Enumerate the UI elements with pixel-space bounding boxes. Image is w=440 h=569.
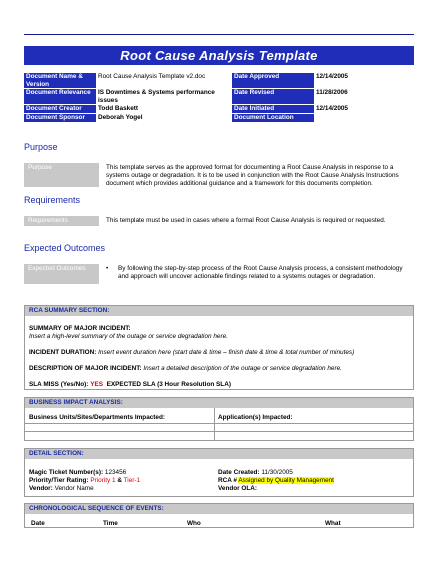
date-created-line bbox=[218, 469, 293, 477]
doc-location-value bbox=[314, 114, 414, 122]
date-initiated-value: 12/14/2005 bbox=[316, 105, 348, 113]
doc-creator-value: Todd Baskett bbox=[98, 105, 139, 113]
expected-outcomes-text: By following the step-by-step process of the Root Cause Analysis process, a consistent methodology and approach will uncover actionable findings related to a systems outages or degradation. bbox=[118, 265, 403, 280]
purpose-text: This template serves as the approved format for documenting a Root Cause Analysis in response to a systems outage or degradation. It is to be used in conjunction with the Root Cause Analysis Instructions document which provides additional guidance and a framework for this documents completion. bbox=[106, 164, 399, 187]
purpose-heading: Purpose bbox=[24, 142, 58, 152]
priority-label: Priority/Tier Rating: bbox=[29, 477, 89, 484]
requirements-section bbox=[24, 216, 414, 234]
vendor-ola-label: Vendor OLA: bbox=[218, 485, 258, 492]
priority-line bbox=[29, 477, 140, 485]
doc-name-label: Document Name & Version bbox=[24, 73, 96, 88]
requirements-text: This template must be used in cases where a formal Root Cause Analysis is required or requested. bbox=[106, 217, 386, 224]
row-divider bbox=[25, 423, 413, 424]
column-divider bbox=[214, 408, 215, 440]
summary-label: SUMMARY OF MAJOR INCIDENT: bbox=[29, 325, 131, 332]
chronology-col-time: Time bbox=[103, 520, 118, 527]
page-title: Root Cause Analysis Template bbox=[24, 46, 414, 65]
applications-label: Application(s) Impacted: bbox=[218, 414, 293, 421]
sla-label: SLA MISS (Yes/No): bbox=[29, 381, 89, 388]
expected-outcomes-section bbox=[24, 264, 414, 290]
ampersand: & bbox=[117, 477, 122, 484]
rca-number-line bbox=[218, 477, 334, 485]
ticket-value: 123456 bbox=[104, 469, 127, 476]
ticket-label: Magic Ticket Number(s): bbox=[29, 469, 104, 476]
sla-value: YES bbox=[90, 381, 103, 388]
description-text: Insert a detailed description of the outage or service degradation here. bbox=[143, 365, 342, 372]
rca-summary-section bbox=[24, 305, 414, 390]
row-divider bbox=[25, 431, 413, 432]
expected-outcomes-heading: Expected Outcomes bbox=[24, 243, 106, 253]
sla-line bbox=[29, 381, 231, 389]
date-approved-label: Date Approved bbox=[232, 73, 314, 88]
ticket-line bbox=[29, 469, 126, 477]
top-rule bbox=[24, 34, 414, 35]
duration-label: INCIDENT DURATION: bbox=[29, 349, 97, 356]
date-created-value: 11/30/2005 bbox=[261, 469, 293, 476]
priority-value: Priority 1 bbox=[90, 477, 116, 484]
date-approved-value: 12/14/2005 bbox=[316, 73, 348, 80]
detail-section bbox=[24, 448, 414, 497]
duration-text: Insert event duration here (start date & time – finish date & time & total number of minutes) bbox=[98, 349, 355, 356]
duration-line bbox=[29, 349, 354, 357]
chronology-col-date: Date bbox=[31, 520, 45, 527]
date-revised-value: 11/28/2006 bbox=[316, 89, 348, 97]
chronology-header: CHRONOLOGICAL SEQUENCE OF EVENTS: bbox=[25, 504, 413, 514]
document-info-table bbox=[24, 72, 414, 123]
date-revised-label: Date Revised bbox=[232, 89, 314, 104]
rca-summary-header: RCA SUMMARY SECTION: bbox=[25, 306, 413, 316]
tier-value: Tier-1 bbox=[123, 477, 141, 484]
doc-creator-label: Document Creator bbox=[24, 105, 96, 113]
doc-sponsor-label: Document Sponsor bbox=[24, 114, 96, 122]
doc-relevance-value: IS Downtimes & Systems performance issues bbox=[98, 89, 215, 104]
requirements-heading: Requirements bbox=[24, 195, 81, 205]
date-created-label: Date Created: bbox=[218, 469, 260, 476]
rca-number-label: RCA # bbox=[218, 477, 237, 484]
description-label: DESCRIPTION OF MAJOR INCIDENT: bbox=[29, 365, 142, 372]
bullet-icon: • bbox=[106, 265, 109, 272]
rca-number-value: Assigned by Quality Management bbox=[238, 477, 334, 484]
requirements-tag: Requirements bbox=[24, 216, 99, 226]
date-initiated-label: Date Initiated bbox=[232, 105, 314, 113]
business-units-label: Business Units/Sites/Departments Impacted: bbox=[29, 414, 166, 421]
description-line bbox=[29, 365, 342, 373]
chronology-col-what: What bbox=[325, 520, 341, 527]
expected-outcomes-tag: Expected Outcomes bbox=[24, 264, 99, 284]
doc-sponsor-value: Deborah Yogel bbox=[98, 113, 143, 121]
business-impact-section bbox=[24, 397, 414, 441]
purpose-section bbox=[24, 163, 414, 187]
vendor-line bbox=[29, 485, 94, 493]
doc-location-label: Document Location bbox=[232, 114, 314, 122]
detail-header: DETAIL SECTION: bbox=[25, 449, 413, 459]
vendor-value: Vendor Name bbox=[54, 485, 94, 492]
expected-sla: EXPECTED SLA (3 Hour Resolution SLA) bbox=[106, 381, 231, 388]
doc-relevance-label: Document Relevance bbox=[24, 89, 96, 104]
chronology-section bbox=[24, 503, 414, 528]
business-impact-header: BUSINESS IMPACT ANALYSIS: bbox=[25, 398, 413, 408]
purpose-tag: Purpose bbox=[24, 163, 99, 187]
doc-name-value: Root Cause Analysis Template v2.doc bbox=[98, 73, 206, 80]
chronology-col-who: Who bbox=[187, 520, 201, 527]
summary-text: Insert a high-level summary of the outage or service degradation here. bbox=[29, 333, 228, 340]
vendor-label: Vendor: bbox=[29, 485, 53, 492]
